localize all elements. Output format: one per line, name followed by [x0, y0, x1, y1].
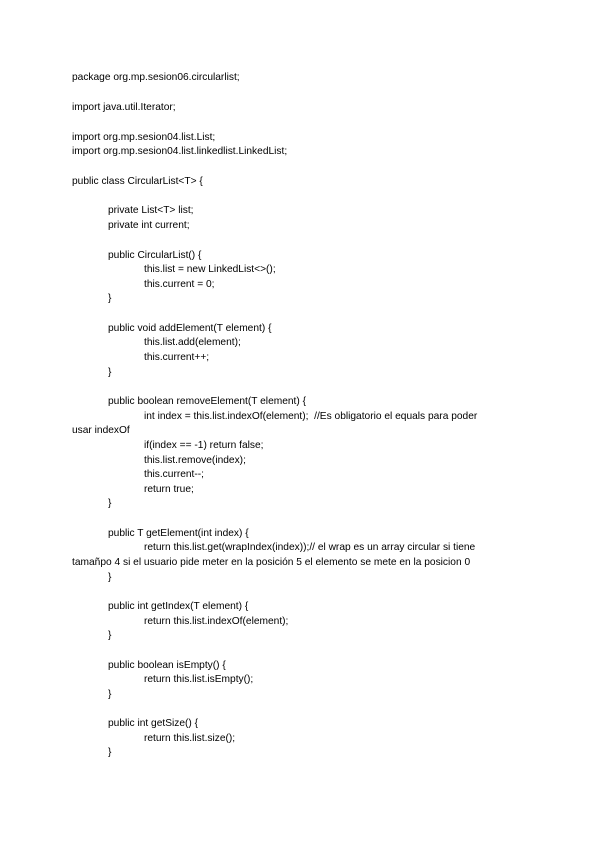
add-element-close: }: [108, 367, 112, 378]
remove-element-check: if(index == -1) return false;: [144, 440, 264, 451]
is-empty-close: }: [108, 689, 112, 700]
get-index-return: return this.list.indexOf(element);: [144, 616, 289, 627]
import-list: import org.mp.sesion04.list.List;: [72, 132, 216, 143]
remove-element-index-line: int index = this.list.indexOf(element); //Es obligatorio el equals para poder: [144, 411, 478, 422]
is-empty-signature: public boolean isEmpty() {: [108, 660, 226, 671]
constructor-init-list: this.list = new LinkedList<>();: [144, 264, 276, 275]
field-current: private int current;: [108, 220, 190, 231]
import-linkedlist: import org.mp.sesion04.list.linkedlist.LinkedList;: [72, 146, 288, 157]
import-iterator: import java.util.Iterator;: [72, 102, 176, 113]
get-size-signature: public int getSize() {: [108, 718, 199, 729]
add-element-body-inc: this.current++;: [144, 352, 210, 363]
get-index-close: }: [108, 630, 112, 641]
get-size-return: return this.list.size();: [144, 733, 236, 744]
is-empty-return: return this.list.isEmpty();: [144, 674, 254, 685]
remove-element-remove: this.list.remove(index);: [144, 455, 246, 466]
remove-element-signature: public boolean removeElement(T element) {: [108, 396, 307, 407]
get-index-signature: public int getIndex(T element) {: [108, 601, 249, 612]
field-list: private List<T> list;: [108, 205, 194, 216]
constructor-init-current: this.current = 0;: [144, 279, 215, 290]
remove-element-dec: this.current--;: [144, 469, 205, 480]
get-element-return: return this.list.get(wrapIndex(index));// el wrap es un array circular si tiene: [144, 542, 476, 553]
remove-element-return: return true;: [144, 484, 194, 495]
remove-element-close: }: [108, 498, 112, 509]
remove-element-comment-wrap: usar indexOf: [72, 425, 130, 436]
add-element-body-add: this.list.add(element);: [144, 337, 241, 348]
class-declaration: public class CircularList<T> {: [72, 176, 203, 187]
constructor-signature: public CircularList() {: [108, 250, 202, 261]
get-element-signature: public T getElement(int index) {: [108, 528, 249, 539]
get-size-close: }: [108, 747, 112, 758]
get-element-close: }: [108, 572, 112, 583]
get-element-comment-wrap: tamañpo 4 si el usuario pide meter en la posición 5 el elemento se mete en la posicion 0: [72, 557, 471, 568]
package-declaration: package org.mp.sesion06.circularlist;: [72, 72, 240, 83]
constructor-close: }: [108, 293, 112, 304]
add-element-signature: public void addElement(T element) {: [108, 323, 272, 334]
